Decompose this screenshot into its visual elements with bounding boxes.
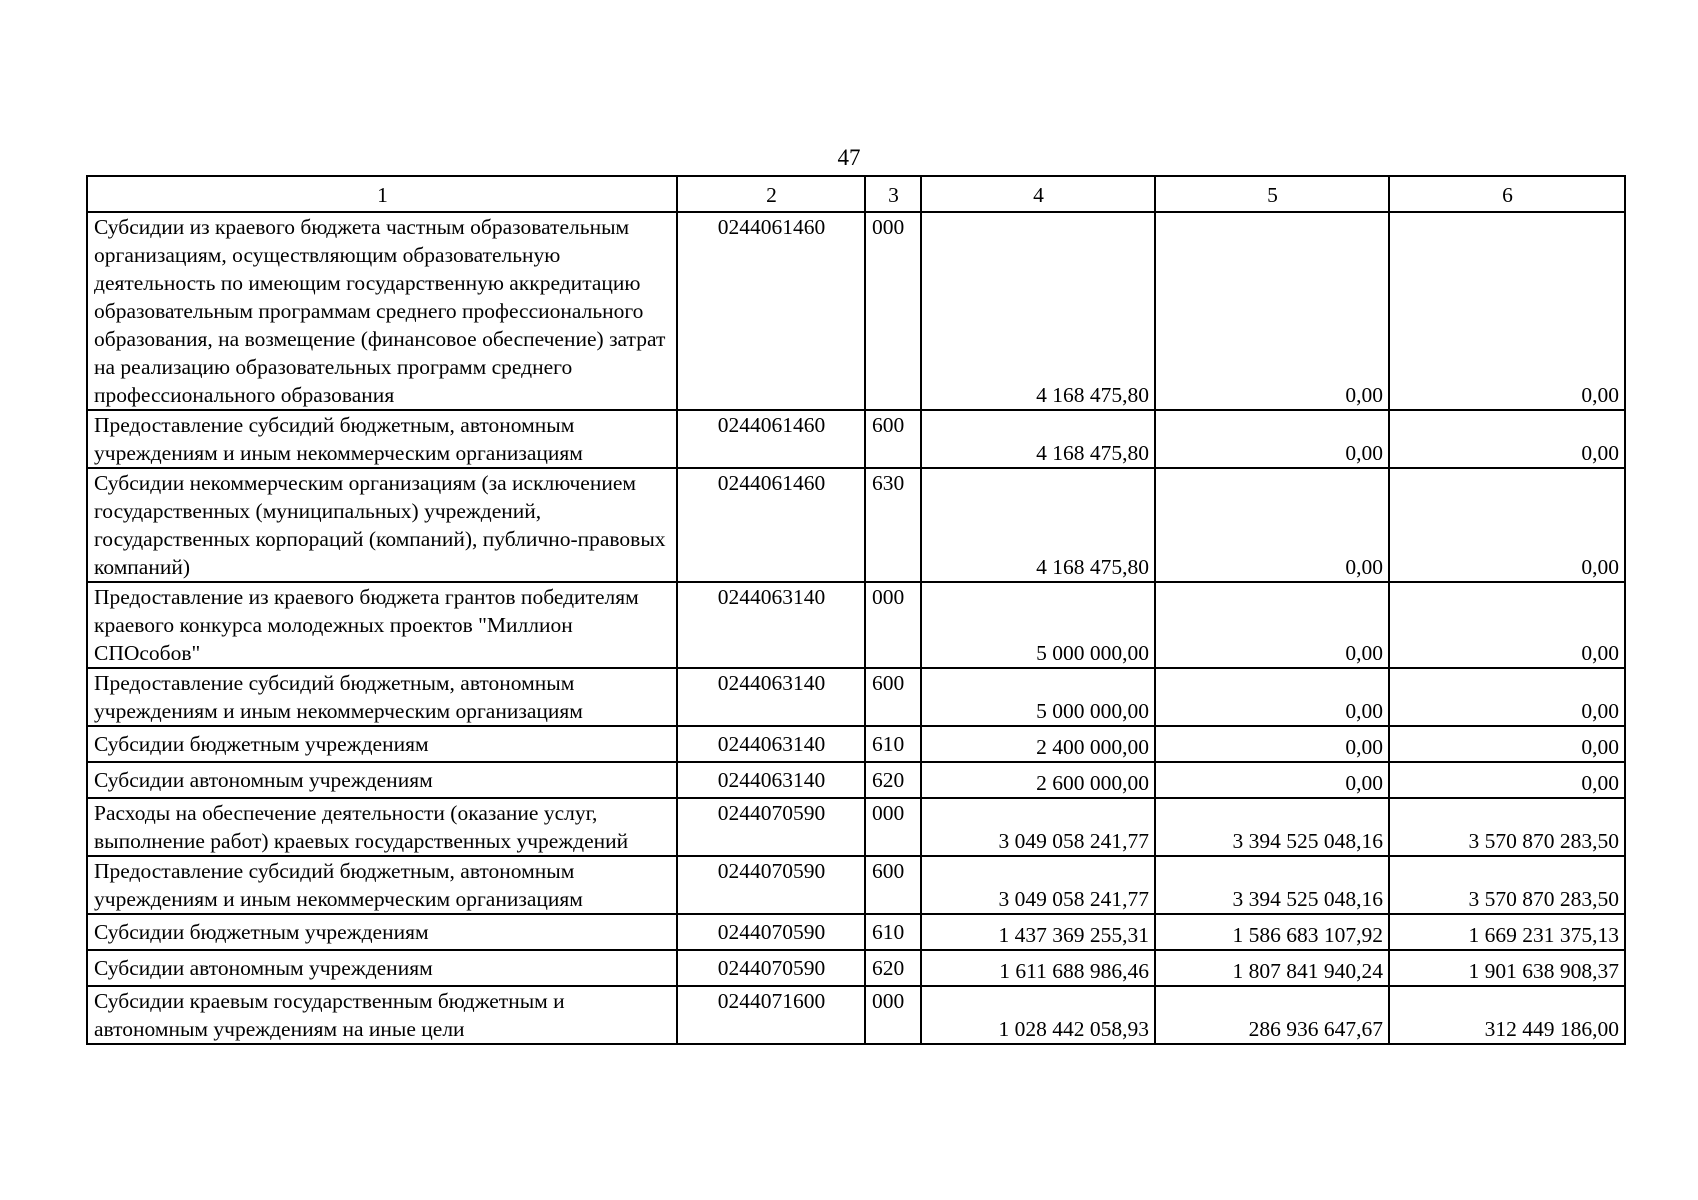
column-header-5: 5: [1155, 176, 1389, 212]
row-code: 0244061460: [677, 410, 865, 468]
row-code: 0244063140: [677, 668, 865, 726]
row-name: Субсидии краевым государственным бюджетным и автономным учреждениям на иные цели: [87, 986, 677, 1044]
row-value-5: 0,00: [1155, 468, 1389, 582]
row-kvr: 600: [865, 668, 921, 726]
table-row: [87, 668, 1625, 726]
row-code: 0244061460: [677, 212, 865, 410]
row-kvr: 610: [865, 914, 921, 950]
table-row: [87, 950, 1625, 986]
column-header-3: 3: [865, 176, 921, 212]
row-kvr: 610: [865, 726, 921, 762]
row-value-4: 1 028 442 058,93: [921, 986, 1155, 1044]
row-value-5: 1 586 683 107,92: [1155, 914, 1389, 950]
row-kvr: 000: [865, 986, 921, 1044]
row-value-4: 4 168 475,80: [921, 212, 1155, 410]
table-row: [87, 410, 1625, 468]
row-value-6: 312 449 186,00: [1389, 986, 1625, 1044]
row-value-6: 0,00: [1389, 762, 1625, 798]
row-code: 0244070590: [677, 914, 865, 950]
table-row: [87, 986, 1625, 1044]
row-value-4: 2 400 000,00: [921, 726, 1155, 762]
row-value-5: 0,00: [1155, 668, 1389, 726]
row-value-6: 0,00: [1389, 668, 1625, 726]
row-name: Субсидии автономным учреждениям: [87, 950, 677, 986]
table-row: [87, 762, 1625, 798]
table-row: [87, 798, 1625, 856]
column-header-1: 1: [87, 176, 677, 212]
row-name: Предоставление субсидий бюджетным, автономным учреждениям и иным некоммерческим организациям: [87, 668, 677, 726]
row-kvr: 600: [865, 410, 921, 468]
row-name: Субсидии некоммерческим организациям (за исключением государственных (муниципальных) учреждений, государственных корпораций (компаний), публично-правовых компаний): [87, 468, 677, 582]
row-code: 0244070590: [677, 950, 865, 986]
row-kvr: 630: [865, 468, 921, 582]
column-header-6: 6: [1389, 176, 1625, 212]
row-value-5: 3 394 525 048,16: [1155, 798, 1389, 856]
row-value-4: 2 600 000,00: [921, 762, 1155, 798]
table-row: [87, 582, 1625, 668]
table-row: [87, 914, 1625, 950]
row-code: 0244063140: [677, 582, 865, 668]
row-kvr: 000: [865, 212, 921, 410]
row-value-6: 0,00: [1389, 410, 1625, 468]
row-value-5: 0,00: [1155, 212, 1389, 410]
row-value-5: 0,00: [1155, 582, 1389, 668]
row-value-4: 1 437 369 255,31: [921, 914, 1155, 950]
row-value-6: 1 901 638 908,37: [1389, 950, 1625, 986]
row-value-5: 1 807 841 940,24: [1155, 950, 1389, 986]
row-value-6: 0,00: [1389, 212, 1625, 410]
table-row: [87, 856, 1625, 914]
row-value-5: 0,00: [1155, 410, 1389, 468]
row-value-5: 3 394 525 048,16: [1155, 856, 1389, 914]
row-name: Субсидии автономным учреждениям: [87, 762, 677, 798]
row-value-4: 3 049 058 241,77: [921, 798, 1155, 856]
row-value-6: 0,00: [1389, 726, 1625, 762]
row-value-6: 3 570 870 283,50: [1389, 798, 1625, 856]
page-number: 47: [837, 145, 861, 170]
table-row: [87, 212, 1625, 410]
row-name: Предоставление субсидий бюджетным, автономным учреждениям и иным некоммерческим организациям: [87, 856, 677, 914]
row-code: 0244063140: [677, 726, 865, 762]
table-row: [87, 468, 1625, 582]
row-name: Расходы на обеспечение деятельности (оказание услуг, выполнение работ) краевых государственных учреждений: [87, 798, 677, 856]
column-header-2: 2: [677, 176, 865, 212]
row-kvr: 620: [865, 950, 921, 986]
row-value-4: 4 168 475,80: [921, 468, 1155, 582]
row-code: 0244061460: [677, 468, 865, 582]
row-value-5: 286 936 647,67: [1155, 986, 1389, 1044]
row-name: Предоставление субсидий бюджетным, автономным учреждениям и иным некоммерческим организациям: [87, 410, 677, 468]
row-name: Субсидии бюджетным учреждениям: [87, 914, 677, 950]
row-value-4: 5 000 000,00: [921, 668, 1155, 726]
row-kvr: 000: [865, 582, 921, 668]
header-row: [87, 176, 1625, 212]
row-name: Субсидии из краевого бюджета частным образовательным организациям, осуществляющим образовательную деятельность по имеющим государственную аккредитацию образовательным программам среднего профессионального образования, на возмещение (финансовое обеспечение) затрат на реализацию образовательных программ среднего профессионального образования: [87, 212, 677, 410]
row-code: 0244070590: [677, 856, 865, 914]
row-value-5: 0,00: [1155, 726, 1389, 762]
row-name: Субсидии бюджетным учреждениям: [87, 726, 677, 762]
column-header-4: 4: [921, 176, 1155, 212]
row-name: Предоставление из краевого бюджета грантов победителям краевого конкурса молодежных проектов "Миллион СПОсобов": [87, 582, 677, 668]
row-kvr: 000: [865, 798, 921, 856]
row-kvr: 620: [865, 762, 921, 798]
table-row: [87, 726, 1625, 762]
row-value-4: 5 000 000,00: [921, 582, 1155, 668]
row-value-6: 0,00: [1389, 582, 1625, 668]
row-code: 0244070590: [677, 798, 865, 856]
row-kvr: 600: [865, 856, 921, 914]
row-value-6: 0,00: [1389, 468, 1625, 582]
row-value-4: 3 049 058 241,77: [921, 856, 1155, 914]
row-value-4: 1 611 688 986,46: [921, 950, 1155, 986]
budget-table: [86, 175, 1626, 1045]
row-value-5: 0,00: [1155, 762, 1389, 798]
row-value-6: 1 669 231 375,13: [1389, 914, 1625, 950]
row-code: 0244063140: [677, 762, 865, 798]
row-value-4: 4 168 475,80: [921, 410, 1155, 468]
row-value-6: 3 570 870 283,50: [1389, 856, 1625, 914]
row-code: 0244071600: [677, 986, 865, 1044]
